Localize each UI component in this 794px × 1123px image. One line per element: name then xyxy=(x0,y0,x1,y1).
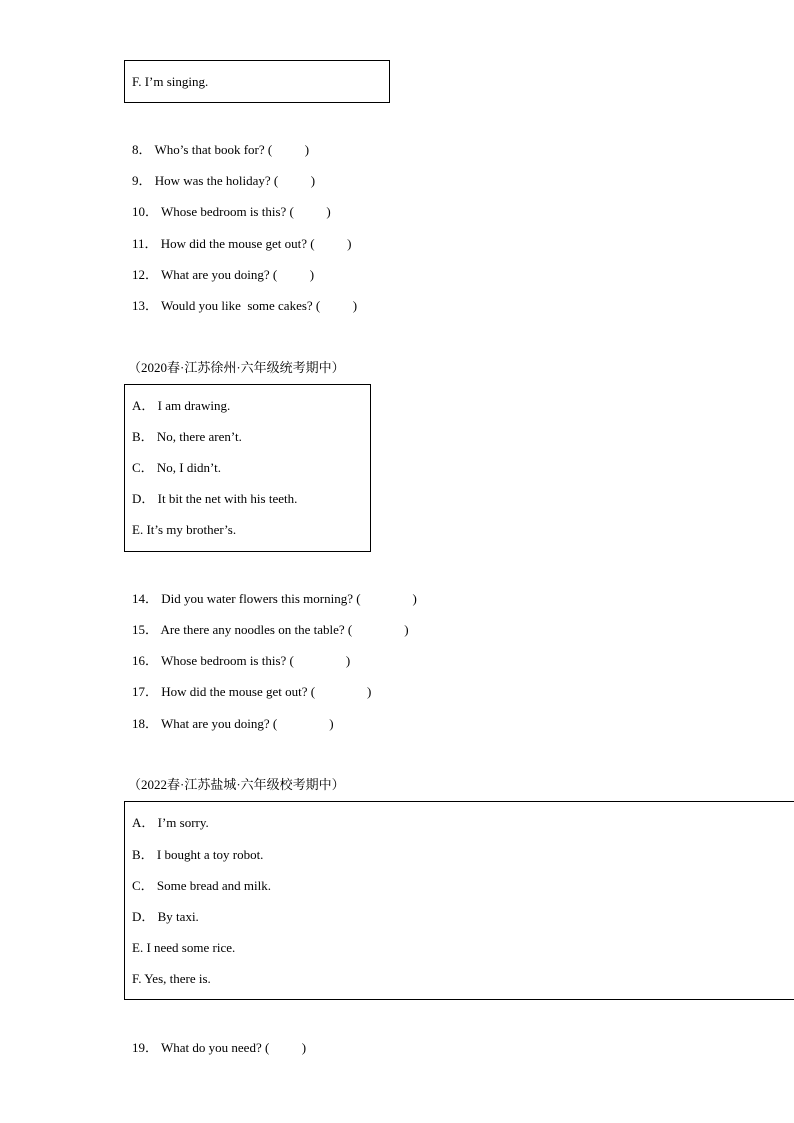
option-f: F. I’m singing. xyxy=(132,74,209,89)
section-2-heading: （2020春·江苏徐州·六年级统考期中） xyxy=(128,360,345,375)
option-b: B． I bought a toy robot. xyxy=(132,847,264,862)
section-3-heading: （2022春·江苏盐城·六年级校考期中） xyxy=(128,777,345,792)
option-d: D． It bit the net with his teeth. xyxy=(132,491,298,506)
question-16: 16． Whose bedroom is this? ( ) xyxy=(132,653,351,668)
question-12: 12． What are you doing? ( ) xyxy=(132,267,315,282)
question-15: 15． Are there any noodles on the table? ( ) xyxy=(132,622,409,637)
question-11: 11． How did the mouse get out? ( ) xyxy=(132,236,352,251)
question-13: 13． Would you like some cakes? ( ) xyxy=(132,298,358,313)
question-19: 19． What do you need? ( ) xyxy=(132,1040,307,1055)
option-c: C． Some bread and milk. xyxy=(132,878,272,893)
question-8: 8． Who’s that book for? ( ) xyxy=(132,142,310,157)
question-10: 10． Whose bedroom is this? ( ) xyxy=(132,204,331,219)
option-a: A． I am drawing. xyxy=(132,398,231,413)
option-box-3 xyxy=(124,801,794,1000)
question-18: 18． What are you doing? ( ) xyxy=(132,716,334,731)
option-b: B． No, there aren’t. xyxy=(132,429,242,444)
option-e: E. I need some rice. xyxy=(132,940,236,955)
question-14: 14． Did you water flowers this morning? ( ) xyxy=(132,591,417,606)
option-f: F. Yes, there is. xyxy=(132,971,211,986)
option-e: E. It’s my brother’s. xyxy=(132,522,237,537)
question-17: 17． How did the mouse get out? ( ) xyxy=(132,684,372,699)
question-9: 9． How was the holiday? ( ) xyxy=(132,173,316,188)
option-a: A． I’m sorry. xyxy=(132,815,209,830)
option-c: C． No, I didn’t. xyxy=(132,460,221,475)
option-d: D． By taxi. xyxy=(132,909,199,924)
